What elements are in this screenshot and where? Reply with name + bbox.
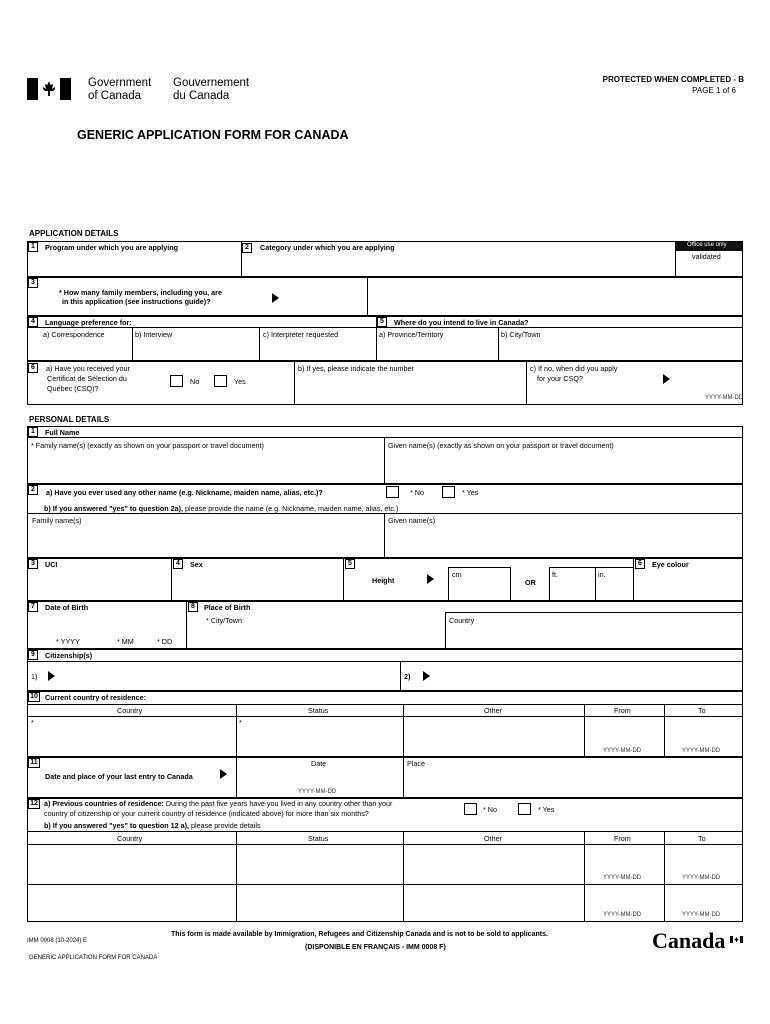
pd-q4-number: 4: [173, 559, 183, 569]
csq-no-label: No: [190, 377, 200, 386]
pr-header-top: [27, 831, 743, 832]
form-title: GENERIC APPLICATION FORM FOR CANADA: [77, 128, 349, 142]
gov-en-line1: Government: [88, 77, 152, 89]
pd-q2-number: 2: [28, 485, 38, 495]
csq-yes-checkbox[interactable]: [214, 375, 227, 387]
cr-from-format: YYYY-MM-DD: [603, 748, 642, 754]
q3-number: 3: [28, 278, 38, 288]
cr-col-from: From: [614, 706, 631, 715]
q5-number: 5: [377, 317, 387, 327]
csq-apply-line2: for your CSQ?: [537, 374, 583, 383]
citizenship-label: Citizenship(s): [45, 651, 93, 660]
canada-wordmark-flag-icon: [730, 930, 743, 937]
city-label: b) City/Town: [501, 330, 541, 339]
correspondence-label: a) Correspondence: [43, 330, 105, 339]
given-name-label: Given name(s) (exactly as shown on your passport or travel document): [388, 441, 614, 450]
dob-mm-label: * MM: [117, 637, 134, 646]
citizenship-1-dropdown-icon[interactable]: [48, 671, 55, 681]
pr-row2-other-input[interactable]: [404, 885, 583, 921]
other-name-no-checkbox[interactable]: [386, 486, 399, 498]
other-name-yes-checkbox[interactable]: [442, 486, 455, 498]
pd-q5-number: 5: [345, 559, 355, 569]
other-name-instruction-bold: b) If you answered "yes" to question 2a),: [44, 504, 184, 513]
family-members-label-1: * How many family members, including you, are: [59, 288, 222, 297]
cr-status-input[interactable]: [237, 717, 402, 756]
pd-q6-number: 6: [635, 559, 645, 569]
citizenship-2-field[interactable]: [400, 661, 743, 691]
previous-residence-question: [44, 799, 392, 808]
current-residence-header-top: [27, 704, 743, 705]
place-of-birth-label: Place of Birth: [204, 603, 251, 612]
csq-apply-line1: c) If no, when did you apply: [530, 364, 618, 373]
cr-col-status: Status: [308, 706, 329, 715]
pr-row1-from-format: YYYY-MM-DD: [603, 875, 642, 881]
other-given-name-label: Given name(s): [388, 516, 436, 525]
pd-q11-number: 11: [28, 758, 40, 768]
pr-row1-country-input[interactable]: [28, 845, 235, 883]
csq-date-picker-icon[interactable]: [663, 374, 670, 384]
previous-residence-no-label: * No: [483, 805, 497, 814]
csq-a-line1: a) Have you received your: [46, 364, 130, 373]
pd-q8-number: 8: [188, 602, 198, 612]
q1-number: 1: [28, 242, 38, 252]
dob-label: Date of Birth: [45, 603, 89, 612]
height-cm-label: cm: [452, 570, 462, 579]
cr-col-country: Country: [117, 706, 143, 715]
birth-country-label: Country: [449, 616, 475, 625]
last-entry-label: Date and place of your last entry to Canada: [45, 772, 193, 781]
pd-q12-number: 12: [28, 799, 40, 809]
last-entry-date-format: YYYY-MM-DD: [298, 789, 337, 795]
citizenship-2-label: 2): [404, 672, 411, 681]
other-given-name-field[interactable]: [384, 513, 743, 558]
pd-q7-number: 7: [28, 602, 38, 612]
q2-number: 2: [242, 243, 252, 253]
dob-yyyy-label: * YYYY: [56, 637, 80, 646]
pr-col-to: To: [698, 834, 706, 843]
other-family-name-label: Family name(s): [32, 516, 82, 525]
pr-col-from: From: [614, 834, 631, 843]
office-use-value: validated: [692, 252, 721, 261]
last-entry-date-label: Date: [311, 759, 327, 768]
pr-row1-to-format: YYYY-MM-DD: [682, 875, 721, 881]
eye-colour-label: Eye colour: [652, 560, 689, 569]
family-name-label: * Family name(s) (exactly as shown on your passport or travel document): [31, 441, 264, 450]
cr-country-required: *: [31, 718, 34, 727]
footer-notice-2: (DISPONIBLE EN FRANÇAIS - IMM 0008 F): [305, 944, 446, 951]
previous-residence-question-line2: country of citizenship or your current country of residence (indicated above) for more than six months?: [44, 809, 369, 818]
pr-row1-status-input[interactable]: [237, 845, 402, 883]
current-residence-label: Current country of residence:: [45, 693, 147, 702]
family-members-dropdown-icon[interactable]: [272, 293, 279, 303]
family-members-input[interactable]: [367, 277, 743, 316]
office-use-label: Office use only: [687, 242, 727, 248]
csq-a-line3: Québec (CSQ)?: [47, 384, 99, 393]
pr-col-status: Status: [308, 834, 329, 843]
family-members-label-2: in this application (see instructions guide)?: [62, 297, 211, 306]
protected-label: PROTECTED WHEN COMPLETED - B: [602, 75, 744, 84]
footer-notice-1: This form is made available by Immigration, Refugees and Citizenship Canada and is not to be sold to applicants.: [171, 931, 548, 938]
cr-country-input[interactable]: [28, 717, 235, 756]
pr-col-country: Country: [117, 834, 143, 843]
last-entry-place-label: Place: [407, 759, 425, 768]
birth-country-field[interactable]: [445, 612, 743, 649]
gov-fr-line2: du Canada: [173, 90, 230, 102]
province-label: a) Province/Territory: [379, 330, 444, 339]
birth-city-label: * City/Town: [206, 616, 242, 625]
height-label: Height: [372, 576, 395, 585]
canada-wordmark: Canada: [652, 928, 726, 953]
previous-residence-instruction-bold: b) If you answered "yes" to question 12 a),: [44, 821, 190, 830]
citizenship-2-dropdown-icon[interactable]: [423, 671, 430, 681]
height-ft-label: ft.: [552, 570, 558, 579]
cr-col-other: Other: [484, 706, 502, 715]
other-name-instruction-rest: please provide the name (e.g. Nickname, maiden name, alias, etc.): [183, 504, 399, 513]
csq-date-format: YYYY-MM-DD: [705, 395, 744, 401]
other-name-yes-label: * Yes: [462, 488, 479, 497]
gov-fr-line1: Gouvernement: [173, 77, 250, 89]
pr-row2-status-input[interactable]: [237, 885, 402, 921]
previous-residence-yes-checkbox[interactable]: [518, 803, 531, 815]
cr-other-input[interactable]: [404, 717, 583, 756]
other-name-question: a) Have you ever used any other name (e.g. Nickname, maiden name, alias, etc.)?: [46, 488, 323, 497]
language-preference-label: Language preference for:: [45, 318, 132, 327]
dob-dd-label: * DD: [157, 637, 173, 646]
pr-row1-other-input[interactable]: [404, 845, 583, 883]
previous-residence-yes-label: * Yes: [538, 805, 555, 814]
other-name-instruction: [44, 504, 398, 513]
pr-row2-to-format: YYYY-MM-DD: [682, 912, 721, 918]
previous-residence-instruction: [44, 821, 261, 830]
q6-number: 6: [28, 363, 38, 373]
last-entry-place-field[interactable]: [403, 757, 743, 798]
height-dropdown-icon[interactable]: [427, 574, 434, 584]
cr-col-to: To: [698, 706, 706, 715]
uci-label: UCI: [45, 560, 58, 569]
q4-number: 4: [28, 317, 38, 327]
category-label: Category under which you are applying: [260, 243, 395, 252]
previous-residence-question-bold: a) Previous countries of residence:: [44, 799, 164, 808]
program-label: Program under which you are applying: [45, 243, 178, 252]
interview-label: b) Interview: [135, 330, 173, 339]
citizenship-1-label: 1): [31, 672, 38, 681]
other-name-no-label: * No: [410, 488, 424, 497]
pr-row2-country-input[interactable]: [28, 885, 235, 921]
pd-q1-number: 1: [28, 427, 38, 437]
full-name-label: Full Name: [45, 428, 80, 437]
previous-residence-instruction-rest: please provide details: [189, 821, 261, 830]
csq-a-line2: Certificat de Sélection du: [47, 374, 127, 383]
page-number: PAGE 1 of 6: [692, 86, 736, 95]
csq-yes-label: Yes: [234, 377, 246, 386]
pr-row2-from-format: YYYY-MM-DD: [603, 912, 642, 918]
canada-flag-logo: [27, 78, 71, 100]
personal-details-heading: PERSONAL DETAILS: [29, 415, 110, 424]
sex-label: Sex: [190, 560, 203, 569]
last-entry-dropdown-icon[interactable]: [220, 769, 227, 779]
previous-residence-question-rest: During the past five years have you lived in any country other than your: [163, 799, 393, 808]
cr-status-required: *: [239, 718, 242, 727]
csq-number-label: b) If yes, please indicate the number: [298, 364, 414, 373]
csq-no-checkbox[interactable]: [170, 375, 183, 387]
pd-q10-number: 10: [28, 692, 40, 702]
application-details-heading: APPLICATION DETAILS: [29, 229, 119, 238]
form-name-footer: GENERIC APPLICATION FORM FOR CANADA: [29, 955, 158, 961]
citizenship-1-field[interactable]: [27, 661, 401, 691]
height-or-label: OR: [525, 578, 536, 587]
pr-col-other: Other: [484, 834, 502, 843]
intended-residence-label: Where do you intend to live in Canada?: [394, 318, 529, 327]
previous-residence-no-checkbox[interactable]: [464, 803, 477, 815]
pd-q3-number: 3: [28, 559, 38, 569]
cr-to-format: YYYY-MM-DD: [682, 748, 721, 754]
interpreter-label: c) Interpreter requested: [263, 330, 339, 339]
form-code: IMM 0008 (10-2024) E: [27, 938, 88, 944]
gov-en-line2: of Canada: [88, 90, 142, 102]
pd-q9-number: 9: [28, 650, 38, 660]
height-in-label: in.: [598, 570, 606, 579]
